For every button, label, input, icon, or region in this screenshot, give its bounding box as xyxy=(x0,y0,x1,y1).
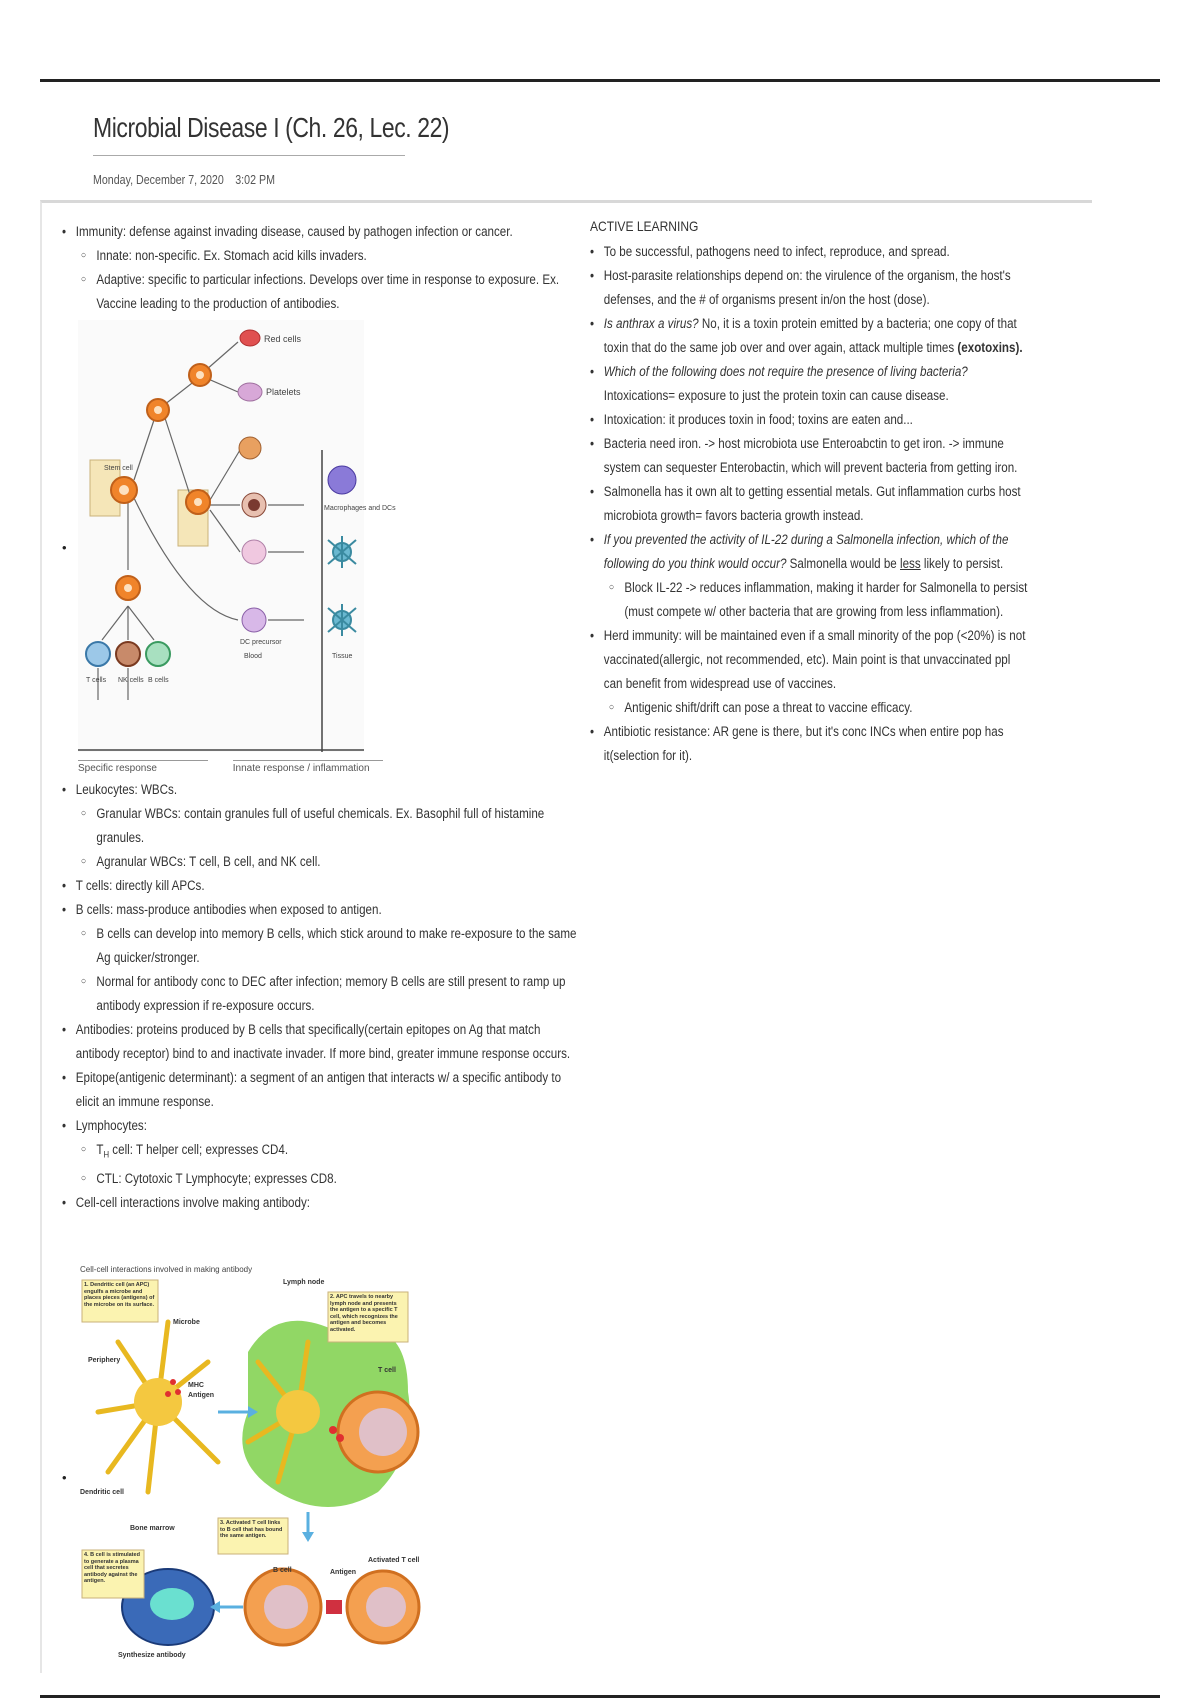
stem-cell-label: Stem cell xyxy=(104,465,133,472)
figure-2-title: Cell-cell interactions involved in making antibody xyxy=(80,1265,253,1274)
bullet-r8 xyxy=(590,528,1029,576)
mhc-label: MHC xyxy=(188,1382,204,1389)
red-cell-icon xyxy=(240,330,260,346)
red-cells-label: Red cells xyxy=(264,334,302,344)
bullet-immunity: • Immunity: defense against invading disease, caused by pathogen infection or cancer. xyxy=(62,220,581,244)
bullet-lymphocytes: • Lymphocytes: xyxy=(62,1114,581,1138)
left-column-lower xyxy=(62,778,582,1215)
apc-body xyxy=(276,1390,320,1434)
th-subscript: H xyxy=(103,1149,110,1160)
date-text: Monday, December 7, 2020 xyxy=(93,172,224,187)
arrow-down-head xyxy=(302,1532,314,1542)
caption-specific: Specific response xyxy=(78,760,208,774)
t-cell-icon xyxy=(86,642,110,666)
macrophages-label: Macrophages and DCs xyxy=(324,505,396,512)
r8-answer-1: Salmonella would be xyxy=(786,556,901,571)
bullet-r5: • Intoxication: it produces toxin in food; toxins are eaten and... xyxy=(590,408,1029,432)
plasma-cell-nucleus xyxy=(150,1588,194,1620)
r3-question: Is anthrax a virus? xyxy=(603,316,699,331)
platelets-label: Platelets xyxy=(266,387,301,397)
granulocyte-icon xyxy=(239,437,261,459)
b-cell-icon xyxy=(146,642,170,666)
t-cell-nucleus xyxy=(359,1408,407,1456)
figure-1-caption xyxy=(78,760,383,774)
bullet-ctl: ○ CTL: Cytotoxic T Lymphocyte; expresses CD8. xyxy=(62,1167,581,1191)
bullet-leukocytes: • Leukocytes: WBCs. xyxy=(62,778,581,802)
bottom-rule xyxy=(40,1695,1160,1698)
dendritic-cell-label: Dendritic cell xyxy=(80,1489,124,1496)
left-column xyxy=(62,220,582,316)
time-text: 3:02 PM xyxy=(235,172,275,187)
bullet-r10: • Antibiotic resistance: AR gene is there, but it's conc INCs when entire pop has it(selection for it). xyxy=(590,720,1029,768)
hematopoiesis-figure xyxy=(78,320,396,752)
activated-t-cell-label: Activated T cell xyxy=(368,1557,420,1564)
r4-answer: Intoxications= exposure to just the protein toxin can cause disease. xyxy=(603,388,949,403)
t-cells-label: T cells xyxy=(86,677,107,684)
bullet-cellcell: • Cell-cell interactions involve making antibody: xyxy=(62,1191,581,1215)
platelet-icon xyxy=(238,383,262,401)
bullet-r1: • To be successful, pathogens need to infect, reproduce, and spread. xyxy=(590,240,1029,264)
page-date xyxy=(93,172,275,187)
lymph-node-label: Lymph node xyxy=(283,1279,325,1286)
dc-precursor-icon xyxy=(242,608,266,632)
bullet-agranular: ○ Agranular WBCs: T cell, B cell, and NK cell. xyxy=(62,850,581,874)
step-4-text: 4. B cell is stimulated to generate a plasma cell that secretes antibody against the antigen. xyxy=(84,1552,140,1584)
bullet-granular: ○ Granular WBCs: contain granules full of useful chemicals. Ex. Basophil full of histamine granules. xyxy=(62,802,581,850)
bullet-memory: ○ B cells can develop into memory B cells, which stick around to make re-exposure to the same Ag quicker/stronger. xyxy=(62,922,581,970)
r4-question: Which of the following does not require the presence of living bacteria? xyxy=(603,364,968,379)
synapse-marker xyxy=(326,1600,342,1614)
bullet-r9: • Herd immunity: will be maintained even if a small minority of the pop (<20%) is not vaccinated(allergic, not recommended, etc). Main point is that unvaccinated ppl can benefit from widespread use of vaccines. xyxy=(590,624,1029,696)
bullet-r8-sub: ○ Block IL-22 -> reduces inflammation, making it harder for Salmonella to persist (must compete w/ other bacteria that are growing from less inflammation). xyxy=(590,576,1029,624)
antigen-label: Antigen xyxy=(188,1392,215,1399)
bullet-epitope: • Epitope(antigenic determinant): a segment of an antigen that interacts w/ a specific antibody to elicit an immune response. xyxy=(62,1066,581,1114)
step-1-text: 1. Dendritic cell (an APC) engulfs a microbe and places pieces (antigens) of the microbe on its surface. xyxy=(84,1282,155,1308)
page-title: Microbial Disease I (Ch. 26, Lec. 22) xyxy=(93,112,450,143)
r3-exotoxins: (exotoxins). xyxy=(957,340,1023,355)
figure-bullet-1: • xyxy=(62,540,67,555)
synapse-antigen-label: Antigen xyxy=(330,1569,357,1576)
bullet-adaptive: ○ Adaptive: specific to particular infections. Develops over time in response to exposure. Ex. Vaccine leading to the production of antibodies. xyxy=(62,268,581,316)
activated-t-cell-nucleus xyxy=(366,1587,406,1627)
r8-answer-2: likely to persist. xyxy=(920,556,1004,571)
r8-question: If you prevented the activity of IL-22 during a Salmonella infection, which of the following do you think would occur? xyxy=(603,532,1009,571)
dc-precursor-label: DC precursor xyxy=(240,639,282,646)
blood-label: Blood xyxy=(244,653,262,660)
bullet-r9-sub: ○ Antigenic shift/drift can pose a threat to vaccine efficacy. xyxy=(590,696,1029,720)
t-cell-label: T cell xyxy=(378,1367,396,1374)
macrophage-icon xyxy=(328,466,356,494)
step-3-text: 3. Activated T cell links to B cell that has bound the same antigen. xyxy=(220,1520,283,1539)
active-learning-heading: ACTIVE LEARNING xyxy=(590,218,699,234)
bullet-bcells: • B cells: mass-produce antibodies when exposed to antigen. xyxy=(62,898,581,922)
periphery-label: Periphery xyxy=(88,1357,121,1364)
bullet-th-cell xyxy=(62,1138,581,1167)
figure-bullet-2: • xyxy=(62,1470,67,1485)
r3-answer: No, it is a toxin protein emitted by a bacteria; one copy of that toxin that do the same job over and over again, attack multiple times xyxy=(603,316,1017,355)
antibody-interaction-figure xyxy=(78,1262,518,1672)
bullet-antibodies: • Antibodies: proteins produced by B cells that specifically(certain epitopes on Ag that match antibody receptor) bind to and inactivate invader. If more bind, greater immune response occurs. xyxy=(62,1018,581,1066)
bullet-normal: ○ Normal for antibody conc to DEC after infection; memory B cells are still present to ramp up antibody expression if re-exposure occurs. xyxy=(62,970,581,1018)
b-cell-nucleus xyxy=(264,1585,308,1629)
tissue-label: Tissue xyxy=(332,653,353,660)
dendritic-cell-body xyxy=(134,1378,182,1426)
th-prefix: T xyxy=(96,1142,104,1157)
synthesize-antibody-label: Synthesize antibody xyxy=(118,1652,186,1659)
bullet-r3 xyxy=(590,312,1029,360)
bullet-r6: • Bacteria need iron. -> host microbiota use Enteroabctin to get iron. -> immune system can sequester Enterobactin, which will prevent bacteria from getting iron. xyxy=(590,432,1029,480)
title-underline xyxy=(93,155,405,156)
caption-innate: Innate response / inflammation xyxy=(233,760,383,774)
bullet-innate: ○ Innate: non-specific. Ex. Stomach acid kills invaders. xyxy=(62,244,581,268)
bullet-r2: • Host-parasite relationships depend on: the virulence of the organism, the host's defenses, and the # of organisms present in/on the host (dose). xyxy=(590,264,1029,312)
bullet-r4 xyxy=(590,360,1029,408)
b-cells-label: B cells xyxy=(148,677,169,684)
bullet-r7: • Salmonella has it own alt to getting essential metals. Gut inflammation curbs host microbiota growth= favors bacteria growth instead. xyxy=(590,480,1029,528)
step-2-text: 2. APC travels to nearby lymph node and presents the antigen to a specific T cell, which recognizes the antigen and becomes activated. xyxy=(330,1294,398,1333)
bullet-tcells: • T cells: directly kill APCs. xyxy=(62,874,581,898)
bone-marrow-label: Bone marrow xyxy=(130,1525,175,1532)
right-column xyxy=(590,214,1030,768)
inflammatory-monocyte-icon xyxy=(242,540,266,564)
nk-cell-icon xyxy=(116,642,140,666)
th-rest: cell: T helper cell; expresses CD4. xyxy=(109,1142,289,1157)
r8-underlined: less xyxy=(900,556,921,571)
nk-cells-label: NK cells xyxy=(118,677,144,684)
microbe-label: Microbe xyxy=(173,1319,200,1326)
b-cell-label: B cell xyxy=(273,1567,292,1574)
top-rule xyxy=(40,79,1160,82)
